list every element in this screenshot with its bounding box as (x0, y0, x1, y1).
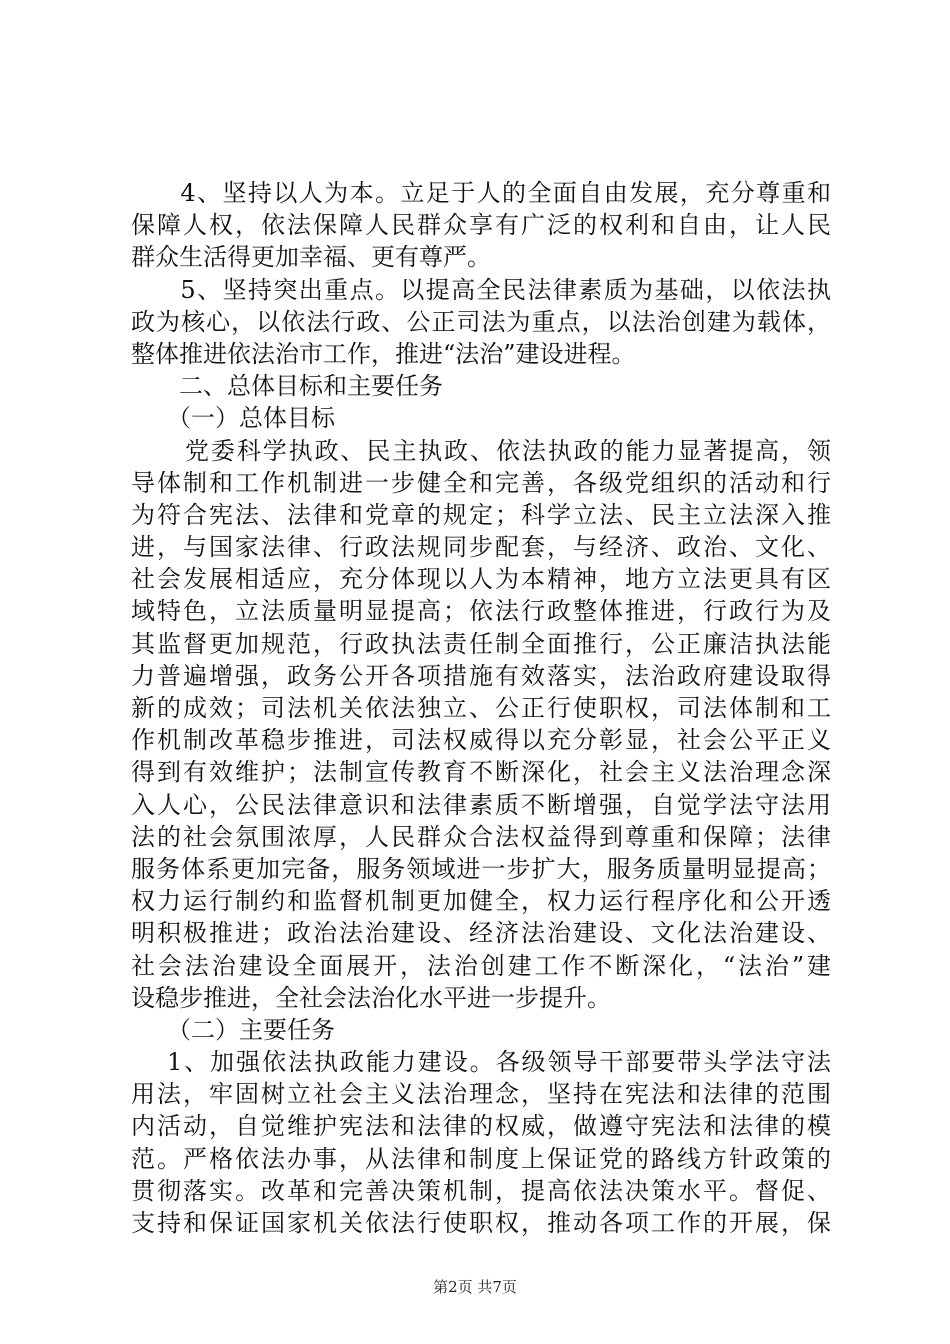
text-line: 群众生活得更加幸福、更有尊严。 (131, 243, 491, 272)
text-line: 用法，牢固树立社会主义法治理念，坚持在宪法和法律的范围 (131, 1080, 831, 1109)
text-line: 支持和保证国家机关依法行使职权，推动各项工作的开展，保 (131, 1209, 831, 1237)
text-line: 作机制改革稳步推进，司法权威得以充分彰显，社会公平正义 (131, 726, 831, 755)
text-line: 1、加强依法执政能力建设。各级领导干部要带头学法守法 (167, 1048, 831, 1077)
text-line: （一）总体目标 (167, 404, 335, 433)
page-footer: 第2页 共7页 (433, 1278, 517, 1296)
text-line: 为符合宪法、法律和党章的规定；科学立法、民主立法深入推 (131, 500, 831, 529)
text-line: 社会法治建设全面展开，法治创建工作不断深化，“法治”建 (131, 951, 831, 980)
text-line: 进，与国家法律、行政法规同步配套，与经济、政治、文化、 (131, 533, 831, 562)
text-line: 设稳步推进，全社会法治化水平进一步提升。 (131, 983, 611, 1012)
text-line: 得到有效维护；法制宣传教育不断深化，社会主义法治理念深 (131, 758, 831, 787)
text-line: 明积极推进；政治法治建设、经济法治建设、文化法治建设、 (131, 919, 831, 948)
text-line: 法的社会氛围浓厚，人民群众合法权益得到尊重和保障；法律 (131, 822, 831, 851)
document-body (131, 177, 831, 1239)
text-line: 其监督更加规范，行政执法责任制全面推行，公正廉洁执法能 (131, 629, 831, 658)
text-line: 4、坚持以人为本。立足于人的全面自由发展，充分尊重和 (155, 179, 831, 207)
text-line: 入人心，公民法律意识和法律素质不断增强，自觉学法守法用 (131, 790, 831, 819)
text-line: 社会发展相适应，充分体现以人为本精神，地方立法更具有区 (131, 565, 831, 594)
text-line: 力普遍增强，政务公开各项措施有效落实，法治政府建设取得 (131, 661, 831, 690)
text-line: （二）主要任务 (167, 1015, 335, 1044)
text-line: 范。严格依法办事，从法律和制度上保证党的路线方针政策的 (131, 1144, 831, 1173)
text-line: 导体制和工作机制进一步健全和完善，各级党组织的活动和行 (131, 468, 831, 497)
text-line: 权力运行制约和监督机制更加健全，权力运行程序化和公开透 (131, 887, 831, 916)
text-line: 二、总体目标和主要任务 (179, 372, 443, 401)
text-line: 保障人权，依法保障人民群众享有广泛的权利和自由，让人民 (131, 211, 831, 240)
text-line: 5、坚持突出重点。以提高全民法律素质为基础，以依法执 (155, 275, 831, 304)
text-line: 贯彻落实。改革和完善决策机制，提高依法决策水平。督促、 (131, 1176, 831, 1205)
text-line: 域特色，立法质量明显提高；依法行政整体推进，行政行为及 (131, 597, 831, 626)
text-line: 内活动，自觉维护宪法和法律的权威，做遵守宪法和法律的模 (131, 1112, 831, 1141)
text-line: 整体推进依法治市工作，推进“法治”建设进程。 (131, 339, 636, 368)
text-line: 政为核心，以依法行政、公正司法为重点，以法治创建为载体， (131, 307, 831, 336)
text-line: 新的成效；司法机关依法独立、公正行使职权，司法体制和工 (131, 694, 831, 722)
text-line: 服务体系更加完备，服务领域进一步扩大，服务质量明显提高； (131, 854, 831, 883)
text-line: 党委科学执政、民主执政、依法执政的能力显著提高，领 (185, 436, 831, 465)
